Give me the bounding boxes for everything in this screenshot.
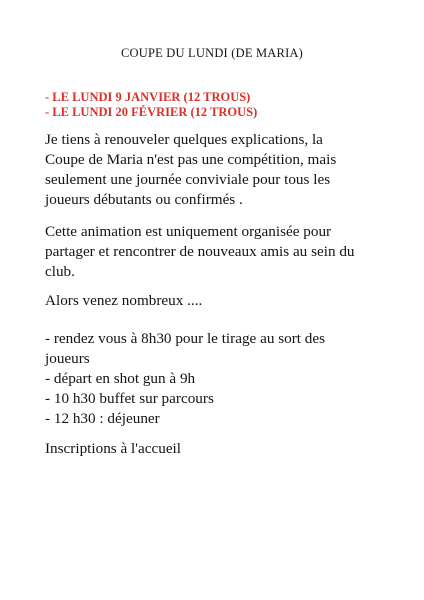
schedule-item: - rendez vous à 8h30 pour le tirage au sort des — [45, 330, 326, 347]
schedule-item: - 12 h30 : déjeuner — [45, 410, 160, 427]
schedule-item: - 10 h30 buffet sur parcours — [45, 390, 214, 407]
invitation-text: Alors venez nombreux .... — [45, 292, 203, 309]
schedule-item: - départ en shot gun à 9h — [45, 370, 196, 387]
registration-note: Inscriptions à l'accueil — [45, 440, 181, 457]
schedule-item: joueurs — [45, 350, 90, 367]
purpose-paragraph — [45, 222, 405, 282]
document-title: COUPE DU LUNDI (DE MARIA) — [120, 46, 304, 60]
intro-line: joueurs débutants ou confirmés . — [45, 191, 243, 208]
purpose-line: Cette animation est uniquement organisée pour — [45, 223, 332, 240]
intro-paragraph — [45, 130, 405, 210]
purpose-line: club. — [45, 263, 75, 280]
intro-line: Je tiens à renouveler quelques explications, la — [45, 131, 323, 148]
event-dates — [45, 90, 257, 120]
event-date-1: - LE LUNDI 9 JANVIER (12 TROUS) — [45, 90, 251, 104]
intro-line: Coupe de Maria n'est pas une compétition, mais — [45, 151, 337, 168]
schedule-list — [45, 329, 405, 429]
event-date-2: - LE LUNDI 20 FÉVRIER (12 TROUS) — [45, 105, 258, 119]
intro-line: seulement une journée conviviale pour tous les — [45, 171, 331, 188]
purpose-line: partager et rencontrer de nouveaux amis au sein du — [45, 243, 355, 260]
